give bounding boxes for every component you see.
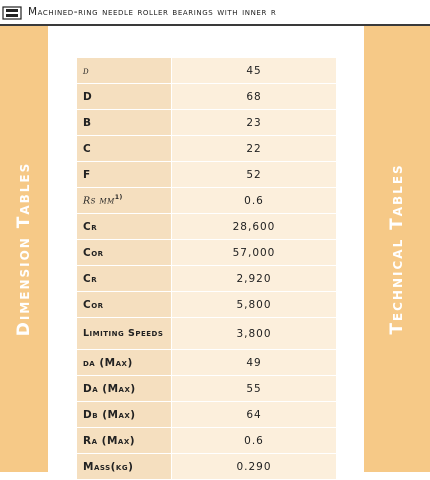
table-row [77, 376, 336, 402]
row-value: 0.6 [172, 188, 337, 214]
table-row [77, 136, 336, 162]
row-label: D [77, 84, 172, 110]
row-value: 28,600 [172, 214, 337, 240]
row-label: Rs $mm^{1)}$ [77, 188, 172, 214]
row-label: Limiting Speeds [77, 318, 172, 350]
table-row [77, 350, 336, 376]
row-value: 52 [172, 162, 337, 188]
row-label: d [77, 58, 172, 84]
row-label: Db (Max) [77, 402, 172, 428]
spec-content [48, 26, 364, 472]
row-label: da (Max) [77, 350, 172, 376]
dimension-tables-label: Dimension Tables [14, 161, 34, 337]
row-value: 22 [172, 136, 337, 162]
row-label: Cor [77, 240, 172, 266]
table-row [77, 402, 336, 428]
row-value: 68 [172, 84, 337, 110]
dimension-tables-tab[interactable] [0, 26, 48, 472]
row-label: Cr [77, 266, 172, 292]
row-value: 55 [172, 376, 337, 402]
table-row [77, 428, 336, 454]
table-row [77, 84, 336, 110]
page-header [0, 0, 430, 26]
row-value: 64 [172, 402, 337, 428]
table-row [77, 318, 336, 350]
row-value: 45 [172, 58, 337, 84]
table-row [77, 110, 336, 136]
technical-tables-tab[interactable] [364, 26, 430, 472]
row-value: 3,800 [172, 318, 337, 350]
table-row [77, 240, 336, 266]
row-label: Da (Max) [77, 376, 172, 402]
table-row [77, 454, 336, 480]
row-value: 23 [172, 110, 337, 136]
table-row [77, 266, 336, 292]
row-label: F [77, 162, 172, 188]
row-label: B [77, 110, 172, 136]
table-row [77, 58, 336, 84]
row-value: 57,000 [172, 240, 337, 266]
row-label: Cr [77, 214, 172, 240]
row-value: 5,800 [172, 292, 337, 318]
row-value: 49 [172, 350, 337, 376]
row-label: Mass(kg) [77, 454, 172, 480]
row-value: 0.6 [172, 428, 337, 454]
table-row [77, 188, 336, 214]
row-label: Ra (Max) [77, 428, 172, 454]
row-label: Cor [77, 292, 172, 318]
row-value: 0.290 [172, 454, 337, 480]
page-title: Machined-ring needle roller bearings with inner r [28, 6, 277, 18]
row-label: C [77, 136, 172, 162]
row-value: 2,920 [172, 266, 337, 292]
table-row [77, 292, 336, 318]
bearing-icon [2, 6, 22, 20]
table-row [77, 162, 336, 188]
technical-tables-label: Technical Tables [387, 163, 407, 335]
table-row [77, 214, 336, 240]
spec-table [77, 58, 336, 480]
